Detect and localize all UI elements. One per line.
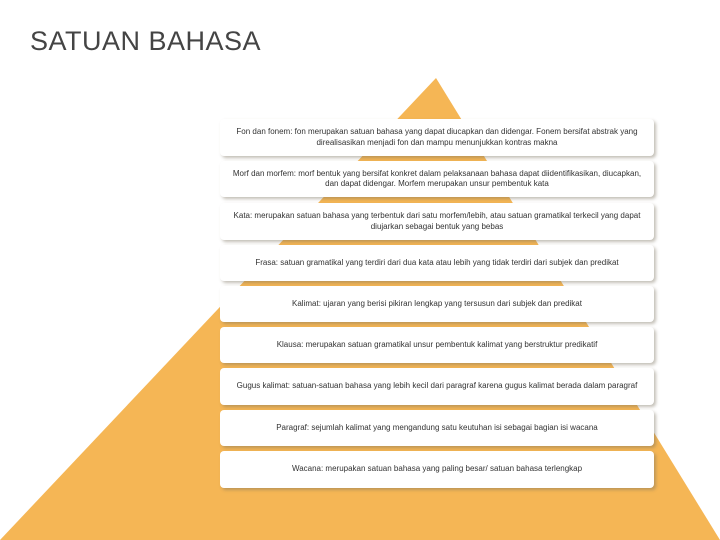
- level-morf-morfem: Morf dan morfem: morf bentuk yang bersifat konkret dalam pelaksanaan bahasa dapat diidentifikasikan, diucapkan, dan dapat didengar. Morfem merupakan unsur pembentuk kata: [220, 161, 654, 197]
- slide-title: SATUAN BAHASA: [30, 26, 262, 56]
- level-fon-fonem: Fon dan fonem: fon merupakan satuan bahasa yang dapat diucapkan dan didengar. Fonem bersifat abstrak yang direalisasikan menjadi fon dan mampu menunjukkan kontras makna: [220, 119, 654, 156]
- level-wacana: Wacana: merupakan satuan bahasa yang paling besar/ satuan bahasa terlengkap: [220, 451, 654, 488]
- level-kata: Kata: merupakan satuan bahasa yang terbentuk dari satu morfem/lebih, atau satuan gramatikal terkecil yang dapat diujarkan sebagai bentuk yang bebas: [220, 203, 654, 240]
- level-gugus-kalimat: Gugus kalimat: satuan-satuan bahasa yang lebih kecil dari paragraf karena gugus kalimat berada dalam paragraf: [220, 368, 654, 405]
- level-klausa: Klausa: merupakan satuan gramatikal unsur pembentuk kalimat yang berstruktur predikatif: [220, 327, 654, 363]
- level-paragraf: Paragraf: sejumlah kalimat yang mengandung satu keutuhan isi sebagai bagian isi wacana: [220, 410, 654, 446]
- level-kalimat: Kalimat: ujaran yang berisi pikiran lengkap yang tersusun dari subjek dan predikat: [220, 286, 654, 322]
- level-frasa: Frasa: satuan gramatikal yang terdiri dari dua kata atau lebih yang tidak terdiri dari subjek dan predikat: [220, 245, 654, 281]
